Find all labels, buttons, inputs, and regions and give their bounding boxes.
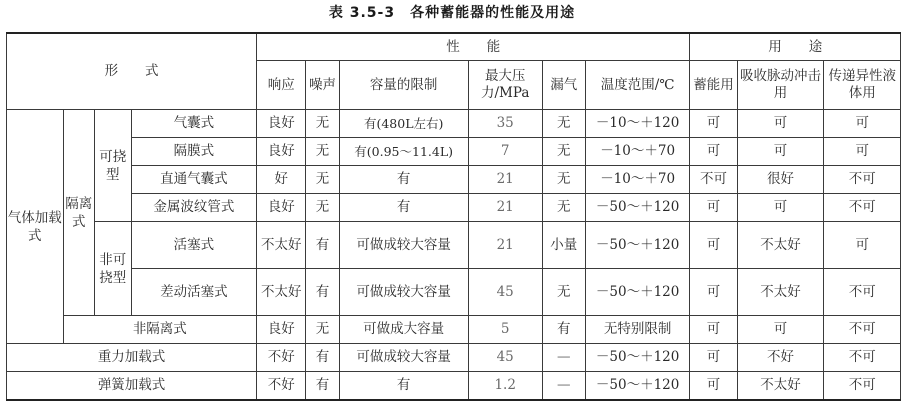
- col-temp-range: 温度范围/℃: [585, 61, 690, 110]
- cell: 无: [306, 194, 339, 222]
- header-performance: 性 能: [257, 33, 690, 61]
- cell: 不可: [824, 316, 901, 344]
- group-isolated: 隔离式: [63, 110, 94, 316]
- cell: 可: [824, 138, 901, 166]
- cell: －10～＋120: [585, 110, 690, 138]
- cell: 不太好: [737, 372, 824, 401]
- cell: 无: [542, 166, 585, 194]
- row-name: 非隔离式: [63, 316, 257, 344]
- cell: 无: [542, 138, 585, 166]
- cell: 不太好: [257, 269, 306, 316]
- cell: －50～＋120: [585, 222, 690, 269]
- row-name: 气囊式: [131, 110, 257, 138]
- group-gas-loaded: 气体加载式: [7, 110, 64, 344]
- cell: －10～＋70: [585, 166, 690, 194]
- table-row: [7, 194, 901, 222]
- row-name: 金属波纹管式: [131, 194, 257, 222]
- table-row: [7, 372, 901, 401]
- cell: 可: [690, 269, 737, 316]
- cell: 有: [339, 166, 468, 194]
- cell: 无: [542, 194, 585, 222]
- table-row: [7, 138, 901, 166]
- cell: 7: [468, 138, 542, 166]
- row-name: 重力加载式: [7, 344, 257, 372]
- cell: 可: [690, 110, 737, 138]
- cell: 无: [306, 316, 339, 344]
- cell: 不好: [737, 344, 824, 372]
- col-energy-storage: 蓄能用: [690, 61, 737, 110]
- cell: 良好: [257, 110, 306, 138]
- cell: 不太好: [737, 222, 824, 269]
- cell: 有: [306, 372, 339, 401]
- cell: 不太好: [257, 222, 306, 269]
- cell: －10～＋70: [585, 138, 690, 166]
- table-row: [7, 222, 901, 269]
- cell: 不可: [824, 269, 901, 316]
- header-form: 形 式: [7, 33, 257, 110]
- cell: 有(0.95～11.4L): [339, 138, 468, 166]
- cell: 不好: [257, 344, 306, 372]
- cell: 有: [306, 269, 339, 316]
- cell: —: [542, 344, 585, 372]
- group-flexible: 可挠型: [94, 110, 131, 222]
- cell: 45: [468, 344, 542, 372]
- cell: 可: [737, 110, 824, 138]
- cell: 良好: [257, 316, 306, 344]
- cell: 无特别限制: [585, 316, 690, 344]
- col-capacity: 容量的限制: [339, 61, 468, 110]
- cell: 不可: [690, 166, 737, 194]
- cell: 好: [257, 166, 306, 194]
- cell: 无: [306, 138, 339, 166]
- table-row: [7, 269, 901, 316]
- row-name: 直通气囊式: [131, 166, 257, 194]
- table-row: [7, 344, 901, 372]
- col-noise: 噪声: [306, 61, 339, 110]
- cell: 21: [468, 222, 542, 269]
- row-name: 活塞式: [131, 222, 257, 269]
- row-name: 差动活塞式: [131, 269, 257, 316]
- cell: 无: [306, 166, 339, 194]
- cell: 可做成较大容量: [339, 269, 468, 316]
- cell: 可做成较大容量: [339, 222, 468, 269]
- cell: 可: [824, 110, 901, 138]
- cell: 可: [737, 194, 824, 222]
- cell: 5: [468, 316, 542, 344]
- group-nonflexible: 非可挠型: [94, 222, 131, 316]
- cell: －50～＋120: [585, 194, 690, 222]
- cell: 小量: [542, 222, 585, 269]
- cell: 21: [468, 166, 542, 194]
- table-row: [7, 110, 901, 138]
- cell: 可: [737, 138, 824, 166]
- cell: －50～＋120: [585, 372, 690, 401]
- cell: 无: [542, 110, 585, 138]
- cell: 不太好: [737, 269, 824, 316]
- cell: 不可: [824, 372, 901, 401]
- cell: 良好: [257, 194, 306, 222]
- cell: 可: [690, 194, 737, 222]
- cell: 不可: [824, 344, 901, 372]
- col-response: 响应: [257, 61, 306, 110]
- cell: 可做成大容量: [339, 316, 468, 344]
- accumulator-table: [6, 32, 901, 401]
- col-fluid-transfer: 传递异性液体用: [824, 61, 901, 110]
- cell: 可: [690, 222, 737, 269]
- cell: —: [542, 372, 585, 401]
- table-row: [7, 166, 901, 194]
- col-max-pressure: 最大压力/MPa: [468, 61, 542, 110]
- cell: 21: [468, 194, 542, 222]
- cell: 有: [542, 316, 585, 344]
- cell: 35: [468, 110, 542, 138]
- cell: 有(480L左右): [339, 110, 468, 138]
- header-usage: 用 途: [690, 33, 901, 61]
- row-name: 弹簧加载式: [7, 372, 257, 401]
- cell: 不可: [824, 166, 901, 194]
- table-row: [7, 316, 901, 344]
- cell: 良好: [257, 138, 306, 166]
- header-row-1: [7, 33, 901, 61]
- table-title: 表 3.5-3 各种蓄能器的性能及用途: [328, 5, 576, 21]
- cell: 1.2: [468, 372, 542, 401]
- cell: －50～＋120: [585, 269, 690, 316]
- cell: 可: [690, 138, 737, 166]
- cell: 有: [306, 344, 339, 372]
- cell: 无: [542, 269, 585, 316]
- col-pulse-absorb: 吸收脉动冲击用: [737, 61, 824, 110]
- cell: 有: [339, 372, 468, 401]
- cell: 有: [339, 194, 468, 222]
- cell: 可: [824, 222, 901, 269]
- cell: 很好: [737, 166, 824, 194]
- cell: 45: [468, 269, 542, 316]
- cell: 无: [306, 110, 339, 138]
- cell: 可做成较大容量: [339, 344, 468, 372]
- cell: 可: [690, 316, 737, 344]
- col-leak: 漏气: [542, 61, 585, 110]
- cell: －50～＋120: [585, 344, 690, 372]
- cell: 可: [737, 316, 824, 344]
- row-name: 隔膜式: [131, 138, 257, 166]
- cell: 可: [690, 372, 737, 401]
- cell: 有: [306, 222, 339, 269]
- cell: 可: [690, 344, 737, 372]
- cell: 不可: [824, 194, 901, 222]
- cell: 不好: [257, 372, 306, 401]
